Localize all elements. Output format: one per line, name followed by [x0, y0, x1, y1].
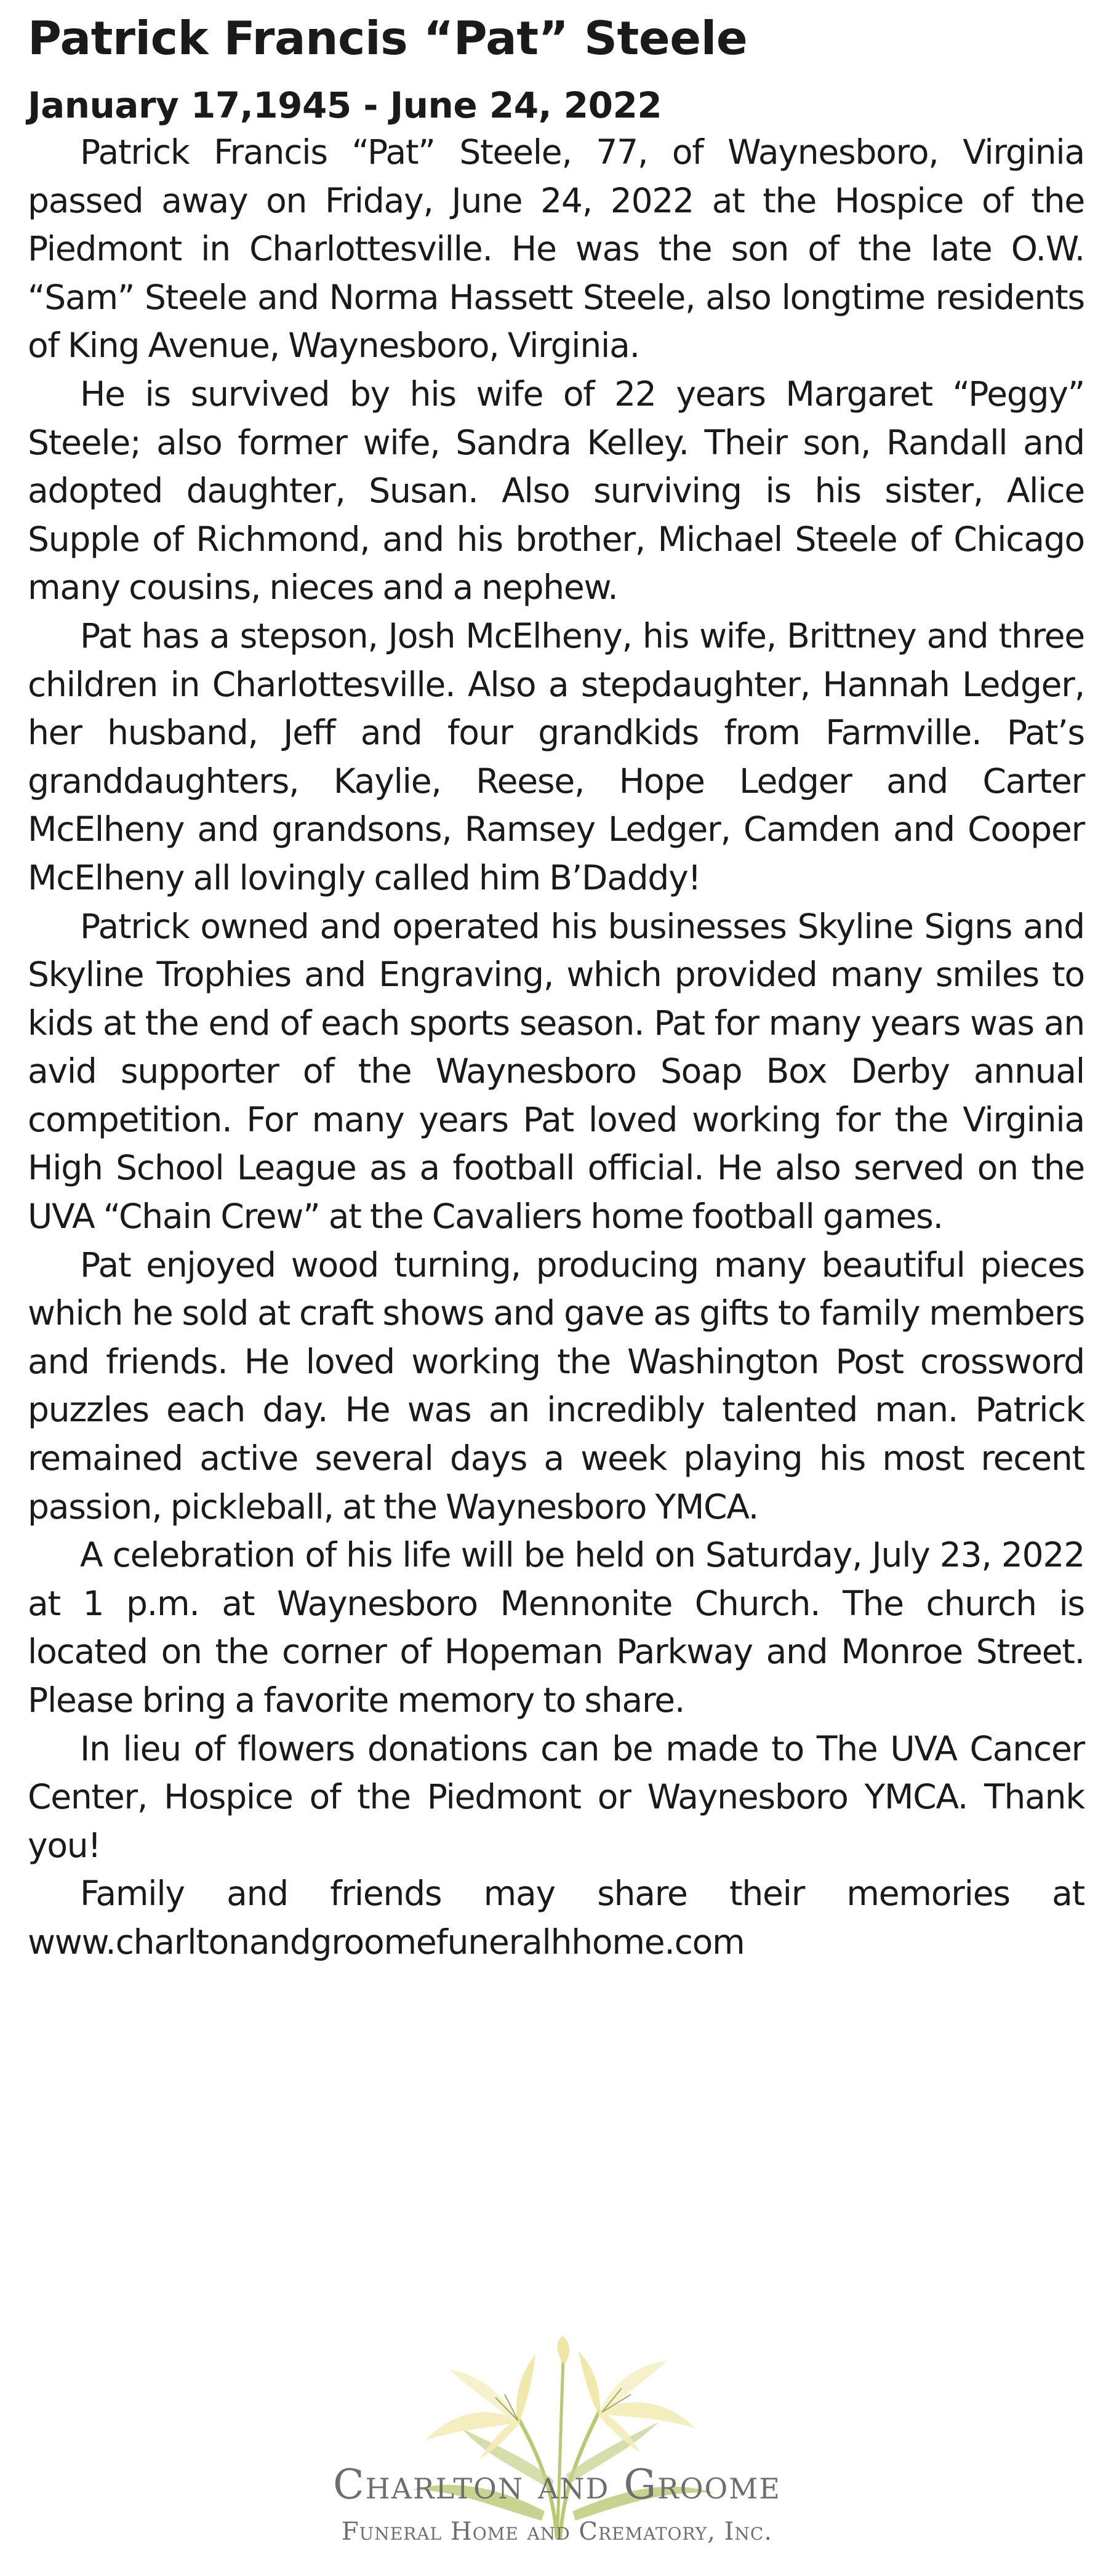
obituary-paragraph: Patrick owned and operated his businesses Skyline Signs and Skyline Trophies and Engraving, which provided many smiles to kids at the end of each sports season. Pat for many years was an avid supporter of the Waynesboro Soap Box Derby annual competition. For many years Pat loved working for the Virginia High School League as a football official. He also served on the UVA “Chain Crew” at the Cavaliers home football games.	[28, 906, 1084, 1237]
obituary-paragraph: He is survived by his wife of 22 years Margaret “Peggy” Steele; also former wife, Sandra Kelley. Their son, Randall and adopted daughter, Susan. Also surviving is his sister, Alice Supple of Richmond, and his brother, Michael Steele of Chicago many cousins, nieces and a nephew.	[28, 374, 1084, 608]
obituary-paragraph: Pat enjoyed wood turning, producing many beautiful pieces which he sold at craft shows and gave as gifts to family members and friends. He loved working the Washington Post crossword puzzles each day. He was an incredibly talented man. Patrick remained active several days a week playing his most recent passion, pickleball, at the Waynesboro YMCA.	[28, 1245, 1084, 1527]
obituary-paragraph: Patrick Francis “Pat” Steele, 77, of Waynesboro, Virginia passed away on Friday, June 24, 2022 at the Hospice of the Piedmont in Charlottesville. He was the son of the late O.W. “Sam” Steele and Norma Hassett Steele, also longtime residents of King Avenue, Waynesboro, Virginia.	[28, 132, 1084, 366]
logo-subtitle: Funeral Home and Crematory, Inc.	[341, 2518, 773, 2546]
obituary-paragraph: Pat has a stepson, Josh McElheny, his wife, Brittney and three children in Charlottesville. Also a stepdaughter, Hannah Ledger, her husband, Jeff and four grandkids from Farmville. Pat’s granddaughters, Kaylie, Reese, Hope Ledger and Carter McElheny and grandsons, Ramsey Ledger, Camden and Cooper McElheny all lovingly called him B’Daddy!	[28, 616, 1084, 897]
obituary-paragraph: In lieu of flowers donations can be made to The UVA Cancer Center, Hospice of the Piedmont or Waynesboro YMCA. Thank you!	[28, 1728, 1084, 1865]
obituary-body	[28, 128, 1084, 1967]
obituary-name: Patrick Francis “Pat” Steele	[28, 11, 748, 65]
logo-name: Charlton and Groome	[333, 2461, 781, 2508]
funeral-home-logo	[265, 2336, 849, 2576]
obituary-paragraph: A celebration of his life will be held on Saturday, July 23, 2022 at 1 p.m. at Waynesboro Mennonite Church. The church is located on the corner of Hopeman Parkway and Monroe Street. Please bring a favorite memory to share.	[28, 1535, 1084, 1720]
obituary-dates: January 17,1945 - June 24, 2022	[28, 84, 662, 126]
obituary-paragraph: Family and friends may share their memories at www.charltonandgroomefuneralhhome.com	[28, 1874, 1084, 1962]
